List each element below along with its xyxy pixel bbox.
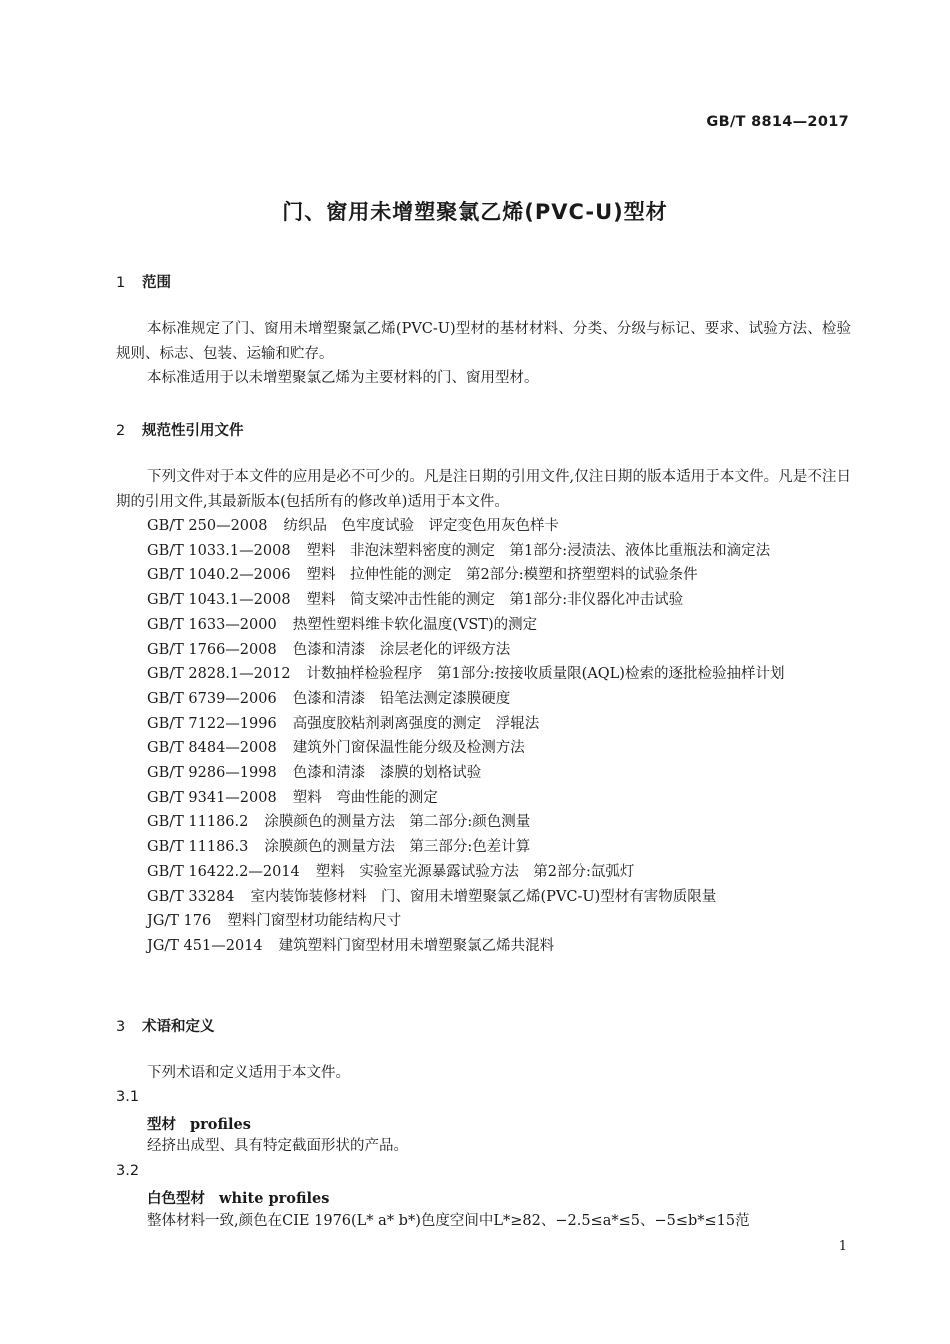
term-definition: 经挤出成型、具有特定截面形状的产品。 <box>147 1138 408 1154</box>
term-en: white profiles <box>219 1190 330 1207</box>
term-definition: 整体材料一致,颜色在CIE 1976(L* a* b*)色度空间中L*≥82、−2.5≤a*≤5、−5≤b*≤15范 <box>147 1213 750 1229</box>
section-2-heading <box>116 419 244 440</box>
terms-intro: 下列术语和定义适用于本文件。 <box>147 1065 350 1081</box>
reference-item: GB/T 6739—2006 色漆和清漆 铅笔法测定漆膜硬度 <box>147 690 511 707</box>
term-number: 3.2 <box>116 1163 140 1179</box>
references-intro: 下列文件对于本文件的应用是必不可少的。凡是注日期的引用文件,仅注日期的版本适用于本文件。凡是不注日期的引用文件,其最新版本(包括所有的修改单)适用于本文件。 <box>116 469 851 510</box>
scope-paragraph-1: 本标准规定了门、窗用未增塑聚氯乙烯(PVC-U)型材的基材材料、分类、分级与标记、要求、试验方法、检验规则、标志、包装、运输和贮存。 <box>116 321 851 362</box>
term-number: 3.1 <box>116 1089 140 1105</box>
term-en: profiles <box>190 1116 251 1133</box>
document-title: 门、窗用未增塑聚氯乙烯(PVC-U)型材 <box>282 200 668 224</box>
reference-item: JG/T 176 塑料门窗型材功能结构尺寸 <box>147 913 402 930</box>
section-number: 1 <box>116 275 126 291</box>
section-title: 规范性引用文件 <box>142 423 244 439</box>
reference-item: JG/T 451—2014 建筑塑料门窗型材用未增塑聚氯乙烯共混料 <box>147 937 555 954</box>
section-1-heading <box>116 271 171 292</box>
section-number: 2 <box>116 423 126 439</box>
reference-item: GB/T 33284 室内装饰装修材料 门、窗用未增塑聚氯乙烯(PVC-U)型材有害物质限量 <box>147 888 717 905</box>
reference-item: GB/T 250—2008 纺织品 色牢度试验 评定变色用灰色样卡 <box>147 518 559 534</box>
page-number: 1 <box>838 1239 847 1254</box>
reference-item: GB/T 1766—2008 色漆和清漆 涂层老化的评级方法 <box>147 641 511 658</box>
section-number: 3 <box>116 1019 126 1035</box>
reference-item: GB/T 7122—1996 高强度胶粘剂剥离强度的测定 浮辊法 <box>147 715 540 732</box>
term-zh: 型材 <box>147 1117 176 1133</box>
reference-item: GB/T 9286—1998 色漆和清漆 漆膜的划格试验 <box>147 765 482 782</box>
reference-item: GB/T 1633—2000 热塑性塑料维卡软化温度(VST)的测定 <box>147 616 538 633</box>
scope-paragraph-2: 本标准适用于以未增塑聚氯乙烯为主要材料的门、窗用型材。 <box>147 370 539 386</box>
standard-code: GB/T 8814—2017 <box>706 114 849 130</box>
reference-item: GB/T 1033.1—2008 塑料 非泡沫塑料密度的测定 第1部分:浸渍法、液体比重瓶法和滴定法 <box>147 542 771 559</box>
reference-item: GB/T 1040.2—2006 塑料 拉伸性能的测定 第2部分:模塑和挤塑塑料的试验条件 <box>147 567 698 584</box>
reference-item: GB/T 9341—2008 塑料 弯曲性能的测定 <box>147 789 438 806</box>
reference-item: GB/T 1043.1—2008 塑料 简支梁冲击性能的测定 第1部分:非仪器化冲击试验 <box>147 592 684 609</box>
term-zh: 白色型材 <box>147 1191 205 1207</box>
section-3-heading <box>116 1015 215 1036</box>
reference-item: GB/T 16422.2—2014 塑料 实验室光源暴露试验方法 第2部分:氙弧灯 <box>147 863 635 880</box>
term-heading <box>147 1113 251 1134</box>
reference-item: GB/T 11186.3 涂膜颜色的测量方法 第三部分:色差计算 <box>147 839 531 856</box>
reference-item: GB/T 11186.2 涂膜颜色的测量方法 第二部分:颜色测量 <box>147 814 531 831</box>
reference-item: GB/T 8484—2008 建筑外门窗保温性能分级及检测方法 <box>147 740 525 757</box>
section-title: 术语和定义 <box>142 1019 215 1035</box>
term-heading <box>147 1187 329 1208</box>
reference-item: GB/T 2828.1—2012 计数抽样检验程序 第1部分:按接收质量限(AQL)检索的逐批检验抽样计划 <box>147 666 785 683</box>
section-title: 范围 <box>142 275 171 291</box>
reference-list <box>116 514 851 959</box>
